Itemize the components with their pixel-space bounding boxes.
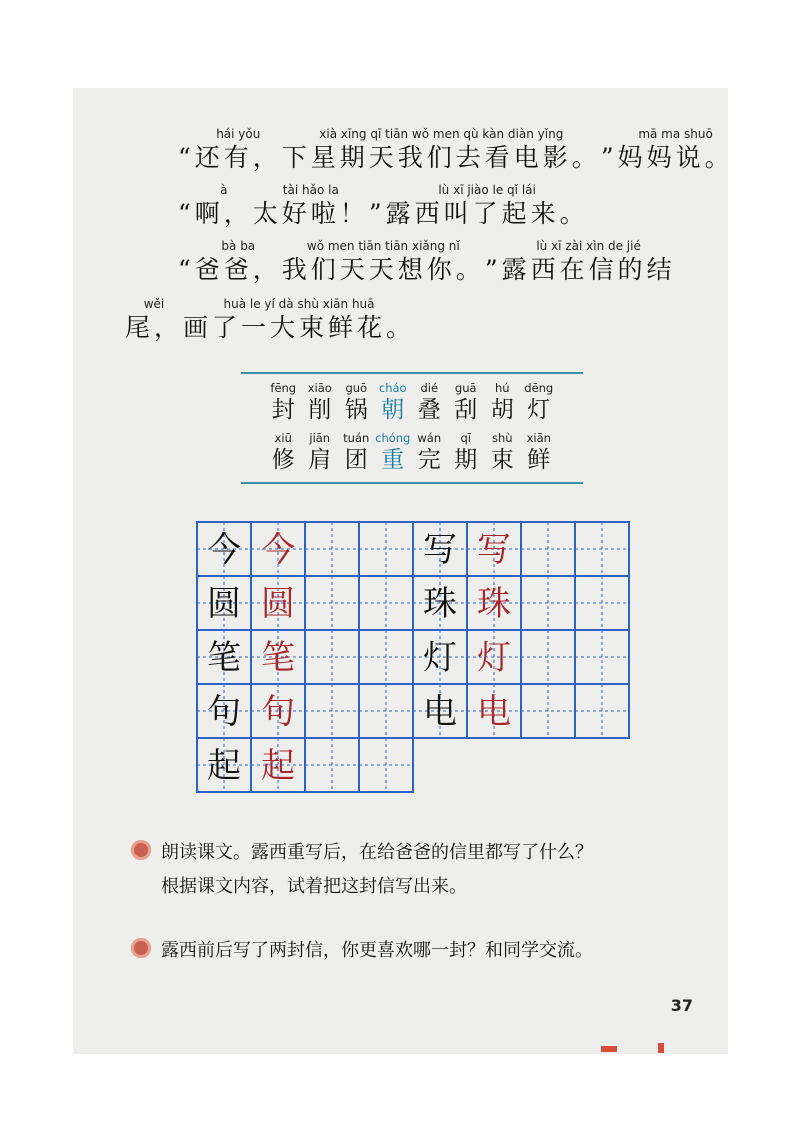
writing-char: 电 [423, 692, 457, 732]
hanzi: ” [600, 143, 618, 172]
vocab-pinyin: guō [345, 381, 368, 395]
text-segment [485, 238, 502, 286]
vocab-pinyin: chóng [375, 431, 411, 445]
vocab-pinyin: xiān [526, 431, 551, 445]
vocab-char [375, 380, 412, 424]
grid-cell [359, 522, 413, 576]
vocab-char [521, 380, 558, 424]
vocab-char [411, 380, 448, 424]
pinyin: hái yǒu [216, 127, 261, 141]
text-segment [369, 182, 386, 230]
text-segment [195, 238, 282, 286]
vocab-hanzi: 束 [490, 447, 514, 473]
writing-model-char: 笔 [261, 638, 295, 678]
writing-model-char: 电 [477, 692, 511, 732]
grid-cell [305, 630, 359, 684]
grid-cell [521, 576, 575, 630]
writing-model-char: 珠 [477, 584, 511, 624]
question-1-line-1: 朗读课文。露西重写后，在给爸爸的信里都写了什么？ [161, 842, 593, 863]
text-segment [618, 126, 734, 174]
grid-cell [359, 630, 413, 684]
pinyin: lù xī zài xìn de jié [536, 239, 641, 253]
writing-char: 起 [207, 746, 241, 786]
grid-cell [359, 738, 413, 792]
vocab-hanzi: 胡 [490, 397, 514, 423]
grid-cell [575, 576, 629, 630]
hanzi: 还有， [194, 143, 282, 172]
grid-cell [305, 738, 359, 792]
grid-cell [305, 684, 359, 738]
vocab-hanzi: 叠 [417, 397, 441, 423]
grid-cell [305, 576, 359, 630]
pinyin: wěi [143, 297, 165, 311]
vocab-hanzi: 灯 [527, 397, 551, 423]
pinyin: à [220, 183, 228, 197]
vocab-pinyin: dié [420, 381, 439, 395]
writing-model-char: 起 [261, 746, 295, 786]
writing-model-char: 写 [477, 530, 511, 570]
writing-model-char: 句 [261, 692, 295, 732]
text-segment [195, 182, 253, 230]
vocab-char [338, 430, 375, 474]
text-segment [253, 182, 369, 230]
vocab-pinyin: guā [454, 381, 477, 395]
question-2-line-1: 露西前后写了两封信，你更喜欢哪一封？和同学交流。 [161, 940, 593, 961]
text-segment [282, 126, 601, 174]
vocab-char [302, 380, 339, 424]
vocab-char [484, 430, 521, 474]
writing-char: 句 [207, 692, 241, 732]
text-segment [386, 182, 589, 230]
hanzi: 妈妈说。 [617, 143, 734, 172]
text-segment [125, 296, 183, 344]
grid-cell [521, 684, 575, 738]
pinyin: huà le yí dà shù xiān huā [223, 297, 375, 311]
text-segment [195, 126, 282, 174]
question-1-line-2: 根据课文内容，试着把这封信写出来。 [161, 876, 467, 897]
writing-char: 笔 [207, 638, 241, 678]
vocab-row-1 [265, 380, 557, 424]
vocab-char [521, 430, 558, 474]
vocab-pinyin: dēng [524, 381, 554, 395]
vocab-char [265, 380, 302, 424]
vocab-pinyin: jiān [309, 431, 331, 445]
text-line [178, 126, 734, 174]
vocab-char [302, 430, 339, 474]
question-bullet-icon [131, 938, 151, 958]
writing-model-char: 灯 [477, 638, 511, 678]
hanzi: “ [178, 199, 195, 228]
grid-cell [359, 684, 413, 738]
hanzi: ” [484, 255, 502, 284]
hanzi: 下星期天我们去看电影。 [281, 143, 601, 172]
vocab-hanzi: 期 [454, 447, 478, 473]
vocab-pinyin: qī [460, 431, 471, 445]
hanzi: 尾， [125, 313, 184, 342]
question-2 [131, 934, 593, 968]
vocab-pinyin: xiāo [307, 381, 332, 395]
grid-cell [521, 522, 575, 576]
vocab-hanzi: 重 [381, 447, 405, 473]
vocab-char [338, 380, 375, 424]
text-line [125, 296, 415, 344]
text-segment [178, 182, 195, 230]
text-segment [282, 238, 485, 286]
page-number: 37 [670, 996, 693, 1015]
writing-model-char: 圆 [261, 584, 295, 624]
writing-char: 今 [207, 530, 241, 570]
vocab-hanzi: 鲜 [527, 447, 551, 473]
vocab-hanzi: 团 [344, 447, 368, 473]
decorative-mark [601, 1046, 617, 1052]
hanzi: 啊， [194, 199, 253, 228]
text-line [178, 238, 676, 286]
vocab-pinyin: cháo [378, 381, 407, 395]
vocab-pinyin: wán [417, 431, 442, 445]
text-segment [601, 126, 618, 174]
vocab-char [448, 380, 485, 424]
vocab-char [411, 430, 448, 474]
vocab-hanzi: 削 [308, 397, 332, 423]
vocab-hanzi: 封 [271, 397, 295, 423]
writing-model-char: 今 [261, 530, 295, 570]
vocab-pinyin: hú [494, 381, 510, 395]
hanzi: 露西在信的结 [501, 255, 676, 284]
hanzi: 爸爸， [194, 255, 282, 284]
vocab-hanzi: 完 [417, 447, 441, 473]
textbook-page [73, 88, 734, 1054]
grid-cell [575, 630, 629, 684]
grid-cell [575, 522, 629, 576]
hanzi: 画了一大束鲜花。 [183, 313, 416, 342]
pinyin: lù xī jiào le qǐ lái [438, 183, 536, 197]
vocab-hanzi: 修 [271, 447, 295, 473]
pinyin: mā ma shuō [638, 127, 713, 141]
writing-grid [191, 518, 651, 818]
text-line [178, 182, 589, 230]
vocab-char [265, 430, 302, 474]
writing-char: 圆 [207, 584, 241, 624]
vocab-row-2 [265, 430, 557, 474]
pinyin: wǒ men tiān tiān xiǎng nǐ [306, 239, 460, 253]
question-1 [131, 836, 593, 904]
grid-cell [521, 630, 575, 684]
grid-cell [359, 576, 413, 630]
vocab-pinyin: xiū [274, 431, 292, 445]
writing-char: 灯 [423, 638, 457, 678]
text-segment [502, 238, 676, 286]
text-segment [178, 126, 195, 174]
decorative-mark [658, 1043, 664, 1053]
hanzi: 太好啦！ [252, 199, 369, 228]
hanzi: 露西叫了起来。 [385, 199, 589, 228]
vocab-hanzi: 刮 [454, 397, 478, 423]
hanzi: ” [368, 199, 386, 228]
vocab-hanzi: 肩 [308, 447, 332, 473]
hanzi: 我们天天想你。 [281, 255, 485, 284]
grid-cell [305, 522, 359, 576]
pinyin: bà ba [221, 239, 256, 253]
pinyin: tài hǎo la [282, 183, 339, 197]
vocab-pinyin: fēng [270, 381, 297, 395]
vocab-top-rule [241, 372, 583, 374]
pinyin: xià xīng qī tiān wǒ men qù kàn diàn yǐng [319, 127, 564, 141]
vocab-pinyin: tuán [343, 431, 370, 445]
vocab-pinyin: shù [491, 431, 513, 445]
writing-char: 写 [423, 530, 457, 570]
text-segment [183, 296, 415, 344]
text-segment [178, 238, 195, 286]
vocab-char [448, 430, 485, 474]
vocab-hanzi: 朝 [381, 397, 405, 423]
vocab-bottom-rule [241, 482, 583, 484]
writing-char: 珠 [423, 584, 457, 624]
grid-cell [575, 684, 629, 738]
question-bullet-icon [131, 840, 151, 860]
vocab-char [484, 380, 521, 424]
vocab-char [375, 430, 412, 474]
vocab-hanzi: 锅 [344, 397, 368, 423]
hanzi: “ [178, 143, 195, 172]
hanzi: “ [178, 255, 195, 284]
